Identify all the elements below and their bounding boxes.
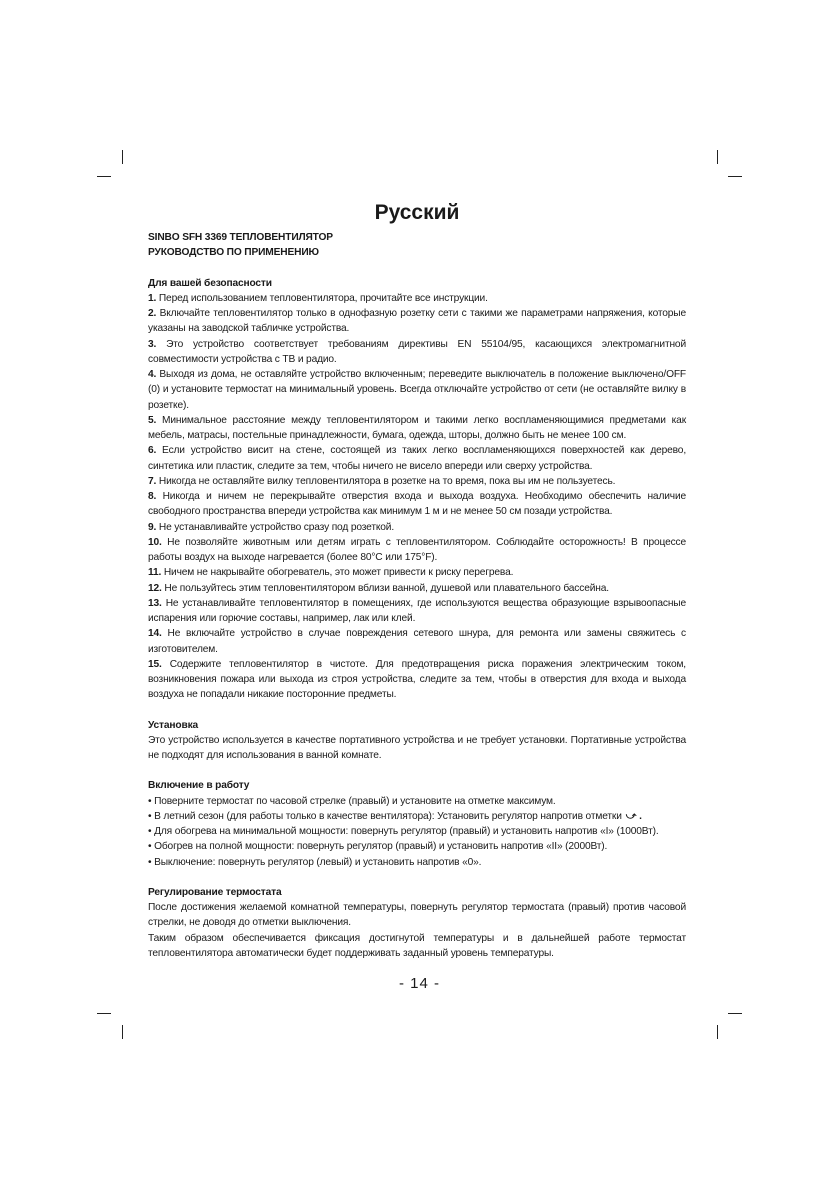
- safety-item-number: 8.: [148, 491, 157, 502]
- safety-item: [148, 413, 686, 444]
- safety-item-text: Никогда и ничем не перекрывайте отверстия входа и выхода воздуха. Необходимо обеспечить наличие свободного пространства впереди устройства как минимум 1 м и не менее 50 см позади устройства.: [148, 491, 686, 518]
- safety-item: [148, 535, 686, 566]
- operation-bullet: • Поверните термостат по часовой стрелке (правый) и установите на отметке максимум.: [148, 795, 556, 807]
- safety-item-number: 11.: [148, 567, 162, 579]
- safety-item: [148, 291, 686, 306]
- safety-item: [148, 306, 686, 337]
- safety-item-number: 4.: [148, 369, 157, 380]
- safety-item-number: 1.: [148, 292, 157, 304]
- safety-item-number: 10.: [148, 536, 162, 548]
- installation-section-title: Установка: [148, 719, 199, 731]
- language-heading: Русский: [374, 201, 460, 224]
- safety-item: [148, 520, 686, 535]
- safety-item-number: 14.: [148, 628, 162, 640]
- fan-symbol-icon: ⤻ .: [625, 810, 642, 822]
- safety-item-number: 5.: [148, 414, 157, 426]
- thermostat-section-title: Регулирование термостата: [148, 886, 282, 898]
- safety-section-title: Для вашей безопасности: [148, 277, 272, 289]
- crop-mark: [717, 150, 718, 164]
- safety-item-text: Ничем не накрывайте обогреватель, это может привести к риску перегрева.: [161, 567, 514, 579]
- operation-bullet: • Для обогрева на минимальной мощности: повернуть регулятор (правый) и установить напротив «I» (1000Вт).: [148, 826, 659, 837]
- safety-item-text: Не устанавливайте тепловентилятор в помещениях, где используются вещества образующие взрывоопасные испарения или горючие составы, например, лак или клей.: [148, 597, 686, 624]
- safety-item-text: Не включайте устройство в случае повреждения сетевого шнура, для ремонта или замены свяжитесь с изготовителем.: [148, 628, 686, 655]
- thermostat-paragraph: После достижения желаемой комнатной температуры, повернуть регулятор термостата (правый) против часовой стрелки, не доводя до отметки выключения.: [148, 902, 686, 929]
- safety-item-number: 3.: [148, 338, 157, 350]
- crop-mark: [97, 176, 111, 177]
- safety-item: [148, 565, 686, 580]
- safety-instructions-list: [148, 291, 686, 703]
- safety-item-number: 6.: [148, 445, 157, 457]
- thermostat-paragraph: Таким образом обеспечивается фиксация достигнутой температуры и в дальнейшей работе термостат тепловентилятора автоматически будет поддерживать заданный уровень температуры.: [148, 932, 686, 959]
- safety-item: [148, 489, 686, 520]
- operation-bullet: • Обогрев на полной мощности: повернуть регулятор (правый) и установить напротив «II» (2000Вт).: [148, 841, 608, 853]
- safety-item-text: Не устанавливайте устройство сразу под розеткой.: [156, 521, 394, 533]
- installation-text: Это устройство используется в качестве портативного устройства и не требует установки. Портативные устройства не подходят для использования в ванной комнате.: [148, 734, 686, 761]
- safety-item: [148, 443, 686, 474]
- safety-item-text: Это устройство соответствует требованиям директивы EN 55104/95, касающихся электромагнитной совместимости устройства с ТВ и радио.: [148, 338, 686, 365]
- safety-item: [148, 626, 686, 657]
- safety-item-text: Выходя из дома, не оставляйте устройство включенным; переведите выключатель в положение выключено/OFF (0) и установите термостат на минимальный уровень. Всегда отключайте устройство от сети (не оставляйте вилку в розетке).: [148, 369, 686, 411]
- safety-item-text: Не позволяйте животным или детям играть с тепловентилятором. Соблюдайте осторожность! В процессе работы воздух на выходе нагревается (более 80°C или 175°F).: [148, 536, 686, 563]
- safety-item-text: Никогда не оставляйте вилку тепловентилятора в розетке на то время, пока вы им не пользуетесь.: [156, 475, 616, 487]
- safety-item-number: 15.: [148, 658, 162, 670]
- safety-item: [148, 474, 686, 489]
- safety-item-number: 2.: [148, 308, 157, 319]
- safety-item: [148, 596, 686, 627]
- safety-item: [148, 337, 686, 368]
- safety-item-number: 13.: [148, 597, 162, 609]
- safety-item-number: 7.: [148, 475, 157, 487]
- safety-item: [148, 657, 686, 703]
- safety-item-number: 9.: [148, 521, 157, 533]
- operation-section-title: Включение в работу: [148, 780, 250, 792]
- crop-mark: [728, 1013, 742, 1014]
- crop-mark: [717, 1025, 718, 1039]
- crop-mark: [122, 150, 123, 164]
- safety-item-text: Перед использованием тепловентилятора, прочитайте все инструкции.: [156, 292, 488, 304]
- crop-mark: [122, 1025, 123, 1039]
- safety-item-text: Минимальное расстояние между тепловентилятором и такими легко воспламеняющимися предметами как мебель, матрасы, постельные принадлежности, бумага, одежда, шторы, должно быть не менее 100 см.: [148, 414, 686, 441]
- manual-title: РУКОВОДСТВО ПО ПРИМЕНЕНИЮ: [148, 247, 319, 259]
- operation-bullet: • Выключение: повернуть регулятор (левый) и установить напротив «0».: [148, 856, 482, 868]
- safety-item: [148, 367, 686, 413]
- safety-item-text: Включайте тепловентилятор только в однофазную розетку сети с такими же параметрами напряжения, которые указаны на заводской табличке устройства.: [148, 308, 686, 335]
- operation-bullet: • В летний сезон (для работы только в качестве вентилятора): Установить регулятор напротив отметки ⤻ .: [148, 809, 686, 824]
- crop-mark: [728, 176, 742, 177]
- manual-page-body: [148, 200, 686, 961]
- safety-item: [148, 581, 686, 596]
- safety-item-text: Содержите тепловентилятор в чистоте. Для предотвращения риска поражения электрическим током, возникновения пожара или выхода из строя устройства, следите за тем, чтобы в отверстия для входа и выхода воздуха не попадали никакие посторонние предметы.: [148, 658, 686, 701]
- crop-mark: [97, 1013, 111, 1014]
- safety-item-number: 12.: [148, 582, 162, 594]
- safety-item-text: Если устройство висит на стене, состоящей из таких легко воспламеняющихся поверхностей как дерево, синтетика или пластик, следите за тем, чтобы ничего не висело впереди или сверху устройства.: [148, 445, 686, 472]
- product-title: SINBO SFH 3369 ТЕПЛОВЕНТИЛЯТОР: [148, 232, 333, 243]
- safety-item-text: Не пользуйтесь этим тепловентилятором вблизи ванной, душевой или плавательного бассейна.: [161, 582, 609, 594]
- page-number: - 14 -: [398, 975, 440, 992]
